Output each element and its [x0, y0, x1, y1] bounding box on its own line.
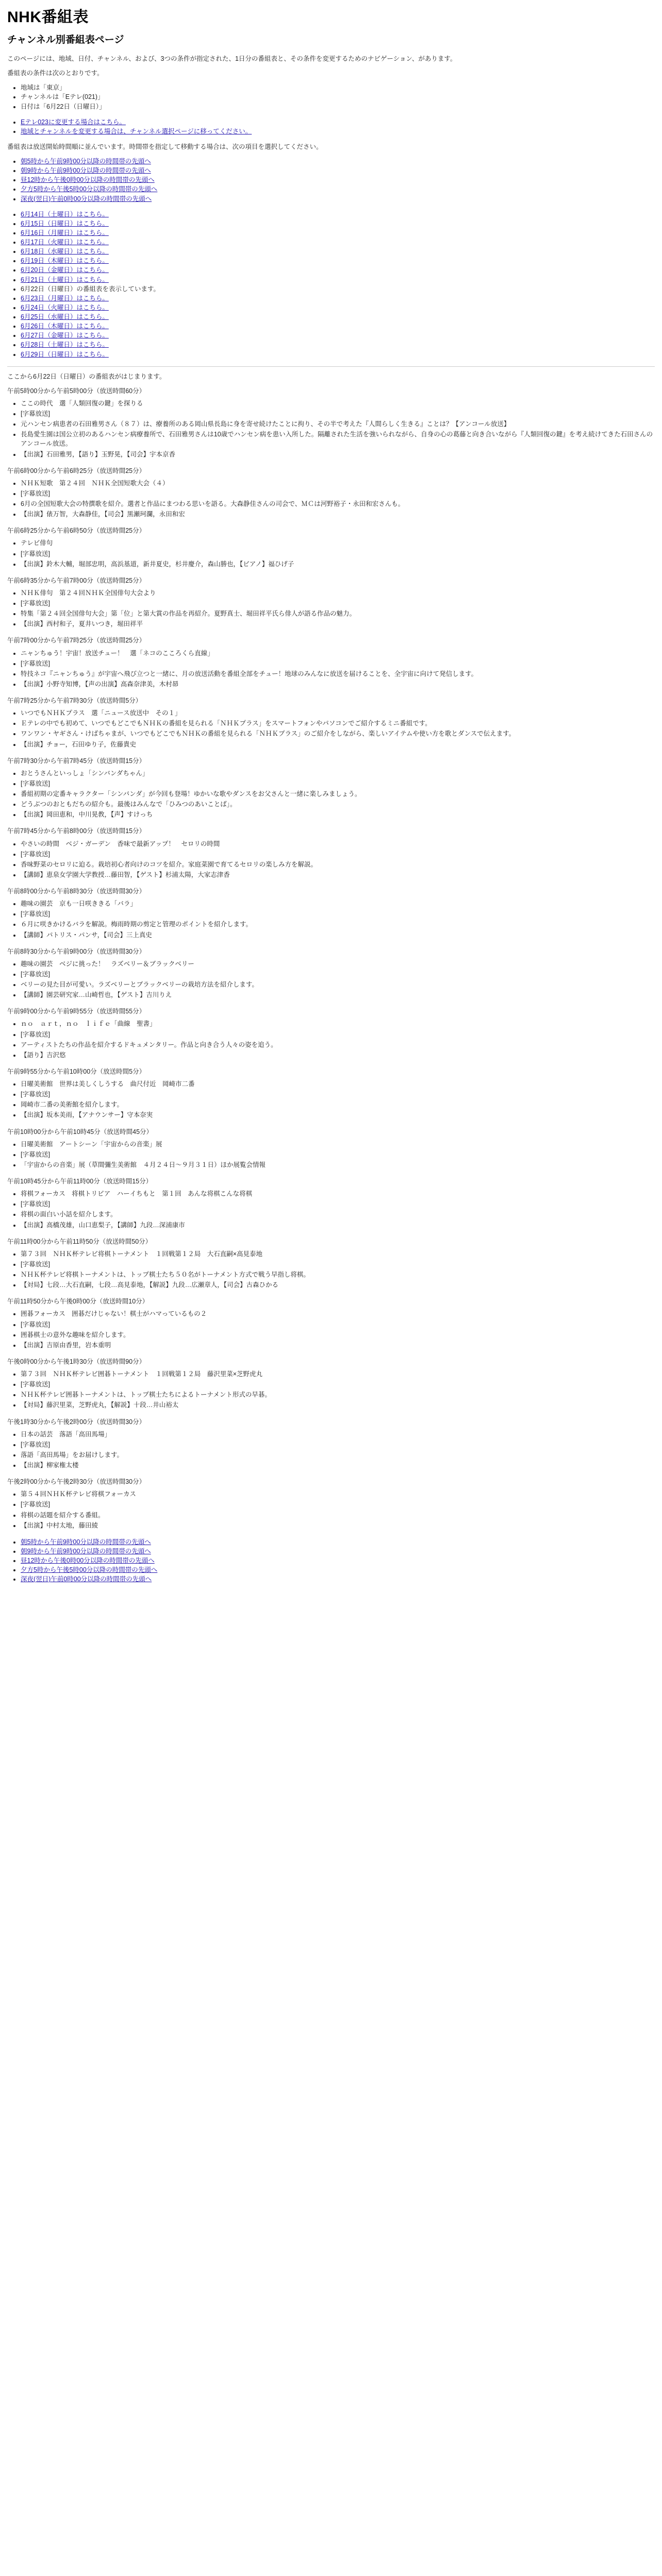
program-genre: • [字幕放送]: [21, 1320, 655, 1329]
program-title: • 日曜美術館 アートシーン「宇宙からの音楽」展: [21, 1140, 655, 1149]
program-details: [7, 538, 655, 568]
time-nav-link[interactable]: 深夜(翌日)午前0時00分以降の時間帯の先頭へ: [21, 195, 152, 202]
date-nav: [7, 210, 655, 359]
program-genre: • [字幕放送]: [21, 489, 655, 498]
program-cast: • 【出演】チョー，石田ゆり子，佐藤貴史: [21, 740, 655, 749]
program-item: [7, 1127, 655, 1170]
time-nav-link[interactable]: 朝5時から午前9時00分以降の時間帯の先頭へ: [21, 1538, 151, 1546]
program-description-extra: • ワンワン・ヤギさん・けばちゃまが、いつでもどこでもＮＨＫの番組を見られる「ＮＨＫプラス」のご紹介をしながら、楽しいアイテムや使い方を歌とダンスで伝えます。: [21, 729, 655, 738]
change-links: [7, 117, 655, 136]
program-time: 午前10時45分から午前11時00分（放送時間15分）: [7, 1178, 153, 1185]
program-description: • 元ハンセン病患者の石田雅男さん（８７）は、療養所のある岡山県長島に身を寄せ続けたことに拘り、その半で考えた『人間らしく生きる』ことは？【アンコール放送】: [21, 419, 655, 429]
program-time: 午前9時55分から午前10時00分（放送時間5分）: [7, 1067, 146, 1075]
program-cast: • 【語り】吉沢悠: [21, 1050, 655, 1060]
program-description: • アーティストたちの作品を紹介するドキュメンタリー。作品と向き合う人々の姿を追う。: [21, 1040, 655, 1049]
program-title: • 第７３回 ＮＨＫ杯テレビ将棋トーナメント １回戦第１２局 大石直嗣×高見泰地: [21, 1249, 655, 1259]
program-item: [7, 1237, 655, 1290]
date-nav-link[interactable]: 6月17日（火曜日）はこちら。: [21, 239, 109, 246]
program-details: [7, 649, 655, 689]
program-item: [7, 1417, 655, 1470]
program-item: [7, 636, 655, 689]
program-cast: • 【出演】鈴木大輔，堀部忠明，高浜基道，新井夏史，杉井慶介，森山勝也，【ビアノ】福ひげ子: [21, 560, 655, 569]
program-item: [7, 696, 655, 749]
program-details: [7, 1079, 655, 1120]
program-title: • おとうさんといっしょ「シンバンダちゃん」: [21, 769, 655, 778]
program-description: • 特技ネコ『ニャンちゅう』が宇宙へ飛び立つと一緒に、月の放送活動を番組全部をチュー！地球のみんなに放送を届けることを、全宇宙に向けて発信します。: [21, 669, 655, 679]
program-cast: • 【出演】柳家権太楼: [21, 1461, 655, 1470]
program-details: [7, 708, 655, 749]
program-title: • 第５４回ＮＨＫ杯テレビ将棋フォーカス: [21, 1489, 655, 1499]
date-nav-link[interactable]: 6月15日（日曜日）はこちら。: [21, 219, 109, 227]
program-title: • やさいの時間 ベジ・ガーデン 香味で最新アップ！ セロリの時間: [21, 839, 655, 849]
program-title: • テレビ俳句: [21, 538, 655, 548]
program-title: • 囲碁フォーカス 囲碁だけじゃない！棋士がハマっているもの２: [21, 1309, 655, 1318]
program-genre: • [字幕放送]: [21, 850, 655, 859]
program-description: • 特集「第２４回全国俳句大会」第「位」と第大賞の作品を再紹介。夏野真士、堀田祥平氏ら俳人が語る作品の魅力。: [21, 609, 655, 618]
time-nav-link[interactable]: 朝9時から午前9時00分以降の時間帯の先頭へ: [21, 167, 151, 175]
program-details: [7, 899, 655, 940]
program-details: [7, 959, 655, 1000]
program-title: • ここの時代 選「人類回復の鍵」を探りる: [21, 399, 655, 408]
program-list: [7, 386, 655, 1530]
program-genre: • [字幕放送]: [21, 779, 655, 788]
program-description: • 6月の全国短歌大会の特撰歌を紹介。選者と作品にまつわる思いを語る。大森静佳さんの司会で、ＭＣは河野裕子・永田和宏さんも。: [21, 499, 655, 509]
program-item: [7, 466, 655, 519]
program-title: • ニャンちゅう！宇宙！放送チュー！ 選「ネコのこころくら直線」: [21, 649, 655, 658]
program-genre: • [字幕放送]: [21, 409, 655, 418]
program-cast: • 【出演】西村和子，夏井いつき，堀田祥平: [21, 619, 655, 629]
time-nav-link[interactable]: 朝9時から午前9時00分以降の時間帯の先頭へ: [21, 1547, 151, 1555]
condition-region: • 地域は「東京」: [21, 83, 655, 92]
time-nav-intro: 番組表は放送開始時間順に並んでいます。時間帯を指定して移動する場合は、次の項目を選択してください。: [7, 143, 323, 150]
time-nav-link[interactable]: 昼12時から午後0時00分以降の時間帯の先頭へ: [21, 176, 155, 184]
program-description: • 番組初期の定番キャラクター「シンバンダ」が今回も登場！ゆかいな歌やダンスをお父さんと一緒に楽しみましょう。: [21, 789, 655, 799]
program-title: • ＮＨＫ俳句 第２４回ＮＨＫ全国俳句大会より: [21, 588, 655, 598]
program-time: 午前8時00分から午前8時30分（放送時間30分）: [7, 888, 146, 895]
time-nav-link[interactable]: 朝5時から午前9時00分以降の時間帯の先頭へ: [21, 158, 151, 165]
program-title: • 日曜美術館 世界は美しくしうする 曲尺付近 岡崎市二番: [21, 1079, 655, 1089]
program-description: • ６月に咲きかけるバラを解説。梅雨時期の剪定と管理のポイントを紹介します。: [21, 920, 655, 929]
program-details: [7, 1249, 655, 1290]
date-nav-link[interactable]: 6月26日（木曜日）はこちら。: [21, 323, 109, 330]
date-nav-link[interactable]: 6月23日（月曜日）はこちら。: [21, 294, 109, 302]
program-description: • Ｅテレの中でも初めて、いつでもどこでもＮＨＫの番組を見られる「ＮＨＫプラス」をスマートフォンやパソコンでご紹介するミニ番組です。: [21, 719, 655, 728]
conditions-intro: 番組表の条件は次のとおりです。: [7, 70, 104, 77]
page-subtitle: チャンネル別番組表ページ: [7, 34, 124, 45]
program-item: [7, 947, 655, 1000]
program-time: 午前11時00分から午前11時50分（放送時間50分）: [7, 1238, 152, 1245]
program-title: • ｎｏ ａｒｔ，ｎｏ ｌｉｆｅ「曲線 聖書」: [21, 1019, 655, 1028]
program-time: 午前6時00分から午前6時25分（放送時間25分）: [7, 467, 146, 474]
program-time: 午前7時45分から午前8時00分（放送時間15分）: [7, 827, 146, 835]
intro-text: このページには、地域、日付、チャンネル、および、3つの条件が指定された、1日分の番組表と、その条件を変更するためのナビゲーション、があります。: [7, 55, 457, 63]
conditions-list: [7, 83, 655, 111]
program-description: • 「宇宙からの音楽」展（草間彌生美術館 ４月２４日〜９月３１日）ほか展覧会情報: [21, 1160, 655, 1170]
program-time: 午前7時00分から午前7時25分（放送時間25分）: [7, 637, 146, 645]
program-item: [7, 526, 655, 569]
program-cast: • 【出演】小野寺知博，【声の出演】高森奈津美，木村昴: [21, 680, 655, 689]
date-nav-link[interactable]: 6月19日（木曜日）はこちら。: [21, 257, 109, 265]
program-item: [7, 826, 655, 879]
date-nav-link[interactable]: 6月28日（土曜日）はこちら。: [21, 341, 109, 349]
program-details: [7, 839, 655, 880]
program-genre: • [字幕放送]: [21, 1030, 655, 1039]
date-nav-link[interactable]: 6月14日（土曜日）はこちら。: [21, 210, 109, 218]
program-details: [7, 1019, 655, 1060]
program-title: • 将棋フォーカス 将棋トリビア ハーイちもと 第１回 あんな将棋こんな将棋: [21, 1189, 655, 1198]
program-cast: • 【出演】俵万智，大森静佳，【司会】黒瀬珂瀾，永田和宏: [21, 510, 655, 519]
date-nav-link[interactable]: 6月25日（水曜日）はこちら。: [21, 313, 109, 321]
program-genre: • [字幕放送]: [21, 1199, 655, 1209]
condition-channel: • チャンネルは「Eテレ(021)」: [21, 92, 655, 101]
program-time: 午前8時30分から午前9時00分（放送時間30分）: [7, 947, 146, 955]
program-cast: • 【講師】パトリス・パンサ，【司会】三上真史: [21, 930, 655, 940]
program-genre: • [字幕放送]: [21, 1440, 655, 1449]
date-nav-link[interactable]: 6月21日（土曜日）はこちら。: [21, 276, 109, 283]
program-description-extra: • どうぶつのおともだちの紹介も。最後はみんなで「ひみつのあいことば」。: [21, 800, 655, 809]
program-item: [7, 1477, 655, 1530]
program-cast: • 【出演】高橋茂雄，山口恵梨子，【講師】九段…深浦康市: [21, 1221, 655, 1230]
program-time: 午前10時00分から午前10時45分（放送時間45分）: [7, 1128, 153, 1136]
program-description: • 落語「高田馬場」をお届けします。: [21, 1450, 655, 1460]
program-title: • いつでもＮＨＫプラス 選「ニュース放送中 その１」: [21, 708, 655, 718]
time-nav-link[interactable]: 深夜(翌日)午前0時00分以降の時間帯の先頭へ: [21, 1575, 152, 1583]
program-genre: • [字幕放送]: [21, 1380, 655, 1389]
date-nav-link[interactable]: 6月18日（水曜日）はこちら。: [21, 248, 109, 256]
program-description: • ベリーの見た目が可愛い。ラズベリーとブラックベリーの栽培方法を紹介します。: [21, 980, 655, 989]
program-time: 午前7時25分から午前7時30分（放送時間5分）: [7, 697, 142, 705]
program-cast: • 【出演】石田雅男，【語り】玉野晃，【司会】宇本京香: [21, 450, 655, 459]
program-title: • 第７３回 ＮＨＫ杯テレビ囲碁トーナメント １回戦第１２局 藤沢里菜×芝野虎丸: [21, 1369, 655, 1379]
program-cast: • 【対局】七段…大石直嗣，七段…高見泰地，【解説】九段…広瀬章人，【司会】古森ひかる: [21, 1280, 655, 1290]
program-title: • 趣味の園芸 ベジに挑った！ ラズベリー＆ブラックベリー: [21, 959, 655, 969]
program-description: • 将棋の面白い小話を紹介します。: [21, 1210, 655, 1219]
program-cast: • 【講師】恵泉女学園大学教授…藤田智，【ゲスト】杉浦太陽，大家志津香: [21, 870, 655, 879]
program-time: 午前11時50分から午後0時00分（放送時間10分）: [7, 1298, 149, 1306]
time-nav-link[interactable]: 夕方5時から午後5時00分以降の時間帯の先頭へ: [21, 1566, 158, 1574]
program-genre: • [字幕放送]: [21, 909, 655, 919]
bottom-time-nav: [7, 1537, 655, 1584]
program-details: [7, 1309, 655, 1350]
program-item: [7, 1067, 655, 1120]
schedule-intro: ここから6月22日（日曜日）の番組表がはじまります。: [7, 372, 166, 380]
program-genre: • [字幕放送]: [21, 1500, 655, 1509]
program-title: • 日本の話芸 落語「高田馬場」: [21, 1430, 655, 1439]
program-cast: • 【講師】園芸研究家…山崎哲也，【ゲスト】吉川りえ: [21, 990, 655, 999]
program-genre: • [字幕放送]: [21, 970, 655, 979]
date-nav-link[interactable]: 6月29日（日曜日）はこちら。: [21, 350, 109, 358]
program-details: [7, 1189, 655, 1230]
date-nav-link[interactable]: 6月20日（金曜日）はこちら。: [21, 266, 109, 274]
program-details: [7, 1140, 655, 1170]
program-item: [7, 756, 655, 820]
program-item: [7, 576, 655, 629]
date-nav-link[interactable]: 6月24日（火曜日）はこちら。: [21, 303, 109, 311]
program-time: 午前6時35分から午前7時00分（放送時間25分）: [7, 577, 146, 584]
condition-date: • 日付は「6月22日（日曜日）」: [21, 102, 655, 111]
page-title: NHK番組表: [7, 9, 89, 26]
program-description: • ＮＨＫ杯テレビ囲碁トーナメントは、トップ棋士たちによるトーナメント形式の早碁。: [21, 1390, 655, 1399]
change-channel-link[interactable]: Eテレ023に変更する場合はこちら。: [21, 118, 126, 126]
program-cast: • 【対局】藤沢里菜，芝野虎丸，【解説】十段…井山裕太: [21, 1400, 655, 1410]
program-title: • 趣味の園芸 京も一日咲ききる「バラ」: [21, 899, 655, 908]
program-time: 午前5時00分から午前5時00分（放送時間60分）: [7, 387, 146, 395]
program-genre: • [字幕放送]: [21, 599, 655, 608]
change-region-link[interactable]: 地域とチャンネルを変更する場合は、チャンネル選択ページに移ってください。: [21, 127, 252, 135]
program-description: • 香味野菜のセロリに迫る。栽培初心者向けのコツを紹介。家庭菜園で育てるセロリの楽しみ方を解説。: [21, 860, 655, 869]
time-nav: [7, 157, 655, 204]
program-details: [7, 1430, 655, 1470]
program-item: [7, 1297, 655, 1350]
program-description: • 将棋の話題を紹介する番組。: [21, 1511, 655, 1520]
program-time: 午後1時30分から午後2時00分（放送時間30分）: [7, 1418, 146, 1426]
date-nav-link[interactable]: 6月27日（金曜日）はこちら。: [21, 332, 109, 340]
program-details: [7, 769, 655, 820]
program-genre: • [字幕放送]: [21, 1150, 655, 1159]
program-description: • 岡崎市二番の美術館を紹介します。: [21, 1100, 655, 1109]
program-time: 午前6時25分から午前6時50分（放送時間25分）: [7, 527, 146, 535]
program-details: [7, 588, 655, 629]
program-description: • 囲碁棋士の意外な趣味を紹介します。: [21, 1330, 655, 1340]
program-genre: • [字幕放送]: [21, 549, 655, 558]
program-item: [7, 887, 655, 940]
program-genre: • [字幕放送]: [21, 1090, 655, 1099]
program-genre: • [字幕放送]: [21, 659, 655, 668]
program-cast: • 【出演】坂本美雨，【アナウンサー】守本奈実: [21, 1110, 655, 1120]
program-cast: • 【出演】岡田恵和，中川晃教，【声】すけっち: [21, 810, 655, 819]
program-time: 午前9時00分から午前9時55分（放送時間55分）: [7, 1008, 146, 1015]
date-nav-current: 6月22日（日曜日）の番組表を表示しています。: [21, 285, 160, 293]
program-details: [7, 1369, 655, 1410]
time-nav-link[interactable]: 夕方5時から午後5時00分以降の時間帯の先頭へ: [21, 185, 158, 193]
program-description-extra: • 長島愛生園は国公立初のあるハンセン病療養所で、石田雅男さんは10歳でハンセン病を患い入所した。隔離された生活を強いられながら、自身の心の葛藤と向き合いながら『人類回復の鍵』を考え続けてきた石田さんのアンコール放送。: [21, 430, 655, 448]
program-title: • ＮＨＫ短歌 第２４回 ＮＨＫ全国短歌大会（４）: [21, 479, 655, 488]
program-time: 午後2時00分から午後2時30分（放送時間30分）: [7, 1478, 146, 1486]
program-genre: • [字幕放送]: [21, 1260, 655, 1269]
program-item: [7, 386, 655, 459]
program-description: • ＮＨＫ杯テレビ将棋トーナメントは、トップ棋士たち５０名がトーナメント方式で戦う早指し将棋。: [21, 1270, 655, 1279]
program-item: [7, 1357, 655, 1410]
program-time: 午前7時30分から午前7時45分（放送時間15分）: [7, 757, 146, 765]
divider: [7, 366, 655, 367]
program-details: [7, 1489, 655, 1530]
program-item: [7, 1177, 655, 1230]
program-details: [7, 399, 655, 459]
program-cast: • 【出演】中村太地，藤田綾: [21, 1521, 655, 1530]
program-details: [7, 479, 655, 519]
date-nav-link[interactable]: 6月16日（月曜日）はこちら。: [21, 229, 109, 236]
program-cast: • 【出演】吉原由香里，岩本重明: [21, 1341, 655, 1350]
program-item: [7, 1007, 655, 1060]
time-nav-link[interactable]: 昼12時から午後0時00分以降の時間帯の先頭へ: [21, 1557, 155, 1565]
program-time: 午後0時00分から午後1時30分（放送時間90分）: [7, 1358, 146, 1365]
